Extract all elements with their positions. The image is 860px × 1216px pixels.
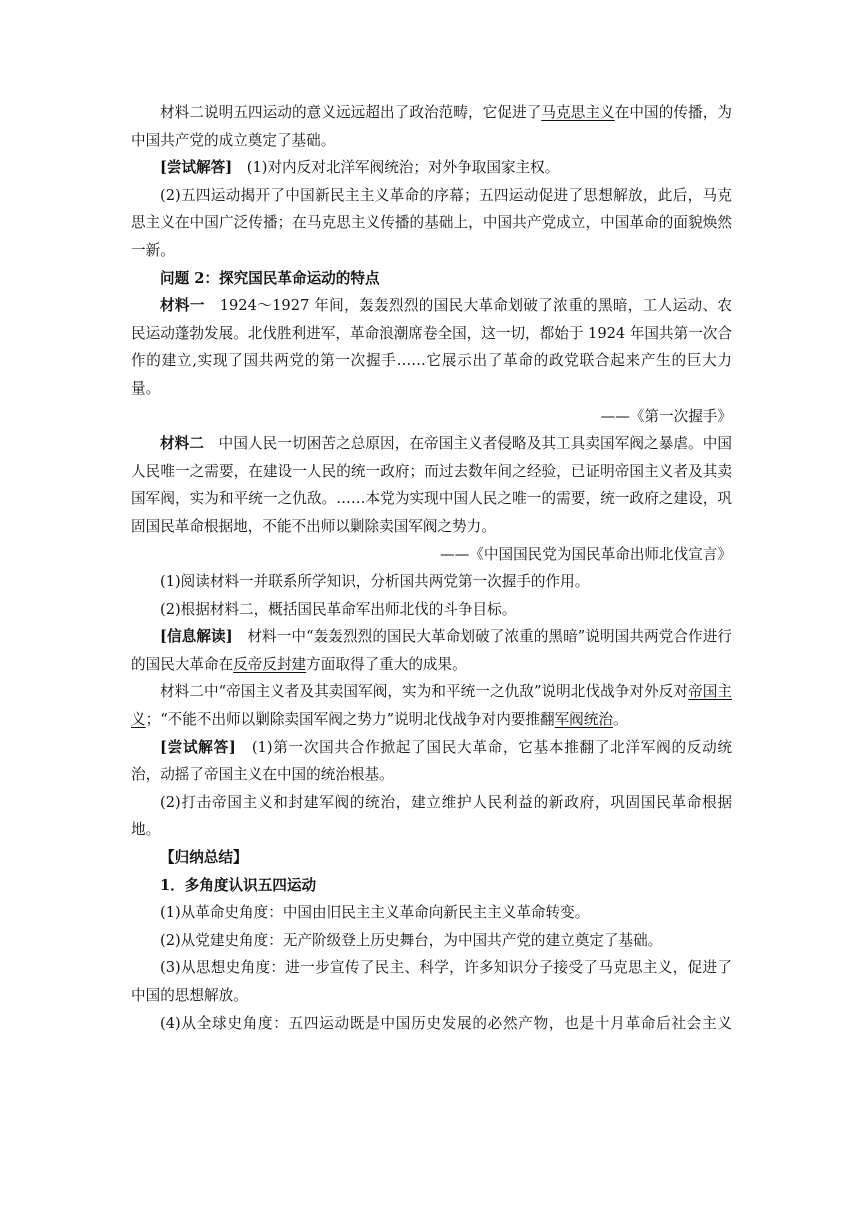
material-label: 材料二 [160,435,205,453]
underlined-term: 马克思主义 [541,104,615,121]
material-label: 材料一 [160,297,205,315]
material-1-paragraph [131,292,732,402]
text-run: 1924～1927 年间，轰轰烈烈的国民大革命划破了浓重的黑暗，工人运动、农民运动蓬勃发展。北伐胜利进军，革命浪潮席卷全国，这一切，都始于 1924 年国共第一次合作的建立,实现了国共两党的第一次握手……它展示出了革命的政党联合起来产生的巨大力量。 [131,297,732,397]
material-1-source: ——《第一次握手》 [600,407,732,425]
text-run: 中国人民一切困苦之总原因，在帝国主义者侵略及其工具卖国军阀之暴虐。中国人民唯一之需要，在建设一人民的统一政府；而过去数年间之经验，已证明帝国主义者及其卖国军阀，实为和平统一之仇敌。……本党为实现中国人民之唯一的需要，统一政府之建设，巩固国民革命根据地，不能不出师以剿除卖国军阀之势力。 [131,435,732,535]
answer-label: [尝试解答] [160,738,236,756]
question-2-title: 问题 2：探究国民革命运动的特点 [160,269,380,287]
answer-paragraph-2: (2)五四运动揭开了中国新民主主义革命的序幕；五四运动促进了思想解放，此后，马克思主义在中国广泛传播；在马克思主义传播的基础上，中国共产党成立，中国革命的面貌焕然一新。 [131,186,732,259]
answer-paragraph-1 [131,154,732,182]
document-body [131,99,732,1037]
material-2-source: ——《中国国民党为国民革命出师北伐宣言》 [440,545,732,563]
text-run: 方面取得了重大的成果。 [306,655,467,673]
text-run: (1)对内反对北洋军阀统治；对外争取国家主权。 [232,159,560,177]
answer-label: [尝试解答] [160,159,233,177]
summary-item-1: (1)从革命史角度：中国由旧民主主义革命向新民主主义革命转变。 [160,904,590,922]
summary-item-4: (4)从全球史角度：五四运动既是中国历史发展的必然产物，也是十月革命后社会主义 [160,1014,732,1032]
summary-item-3: (3)从思想史角度：进一步宣传了民主、科学，许多知识分子接受了马克思主义，促进了中国的思想解放。 [131,959,732,1004]
text-run: 材料二说明五四运动的意义远远超出了政治范畴，它促进了 [160,104,542,121]
answer-paragraph-4: (2)打击帝国主义和封建军阀的统治，建立维护人民利益的新政府，巩固国民革命根据地。 [131,793,732,839]
question-2: (2)根据材料二，概括国民革命军出师北伐的斗争目标。 [160,600,517,618]
text-run: 材料一中“轰轰烈烈的国民大革命划破了浓重的黑暗”说明国共两党合作进行的国民大革命在 [131,628,732,673]
answer-paragraph-3 [131,734,732,789]
info-paragraph-2 [131,678,732,733]
summary-item-2: (2)从党建史角度：无产阶级登上历史舞台，为中国共产党的建立奠定了基础。 [160,931,663,949]
text-run: 材料二中“帝国主义者及其卖国军阀，实为和平统一之仇敌”说明北伐战争对外反对 [160,683,689,701]
underlined-term: 军阀统治 [554,711,613,729]
material-2-paragraph [131,430,732,540]
info-paragraph-1 [131,623,732,678]
underlined-term: 反帝反封建 [233,655,307,673]
text-run: 在中国的传播，为中国共产党的成立奠定了基础。 [131,104,732,149]
underlined-term: 帝国主义 [131,683,732,729]
info-label: [信息解读] [160,628,233,646]
text-run: ；“不能不出师以剿除卖国军阀之势力”说明北伐战争对内要推翻 [145,711,555,729]
question-1: (1)阅读材料一并联系所学知识，分析国共两党第一次握手的作用。 [160,573,590,591]
summary-title: 【归纳总结】 [160,849,248,867]
text-run: 。 [612,711,628,729]
paragraph-material-2-summary [131,99,732,154]
summary-section-1-title: 1．多角度认识五四运动 [160,876,317,894]
text-run: (1)第一次国共合作掀起了国民大革命，它基本推翻了北洋军阀的反动统治，动摇了帝国主义在中国的统治根基。 [131,738,732,784]
